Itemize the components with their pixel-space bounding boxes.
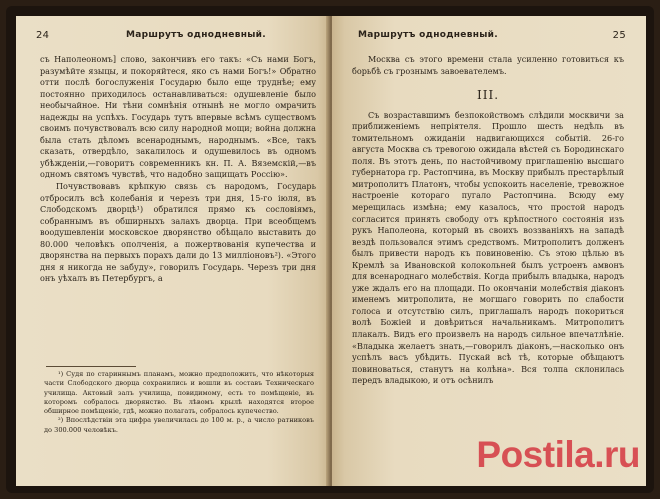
- left-running-title: Маршрутъ однодневный.: [126, 30, 266, 40]
- right-page-number: 25: [612, 30, 626, 41]
- footnote-divider: [46, 366, 136, 367]
- paragraph: съ Наполеономъ] слово, закончивъ его такъ: «Съ нами Богъ, разумѣйте языцы, и покоряйтеся, яко съ нами Богъ!» Обратно отти послѣ богослуженія Государю было еще труднѣе; ему постоянно приходилось останавливаться: одушевленіе было необычайное. Ни тѣни сомнѣнія отнынѣ не могло омрачить надежды на успѣхъ. Государь тутъ впервые всѣмъ существомъ своимъ почувствовалъ всю силу народной мощи; война должна была стать дѣломъ всенароднымъ, народнымъ. «Все, такъ сказать, отвердѣло, закалилось и одушевилось въ одномъ убѣжденіи,—говоритъ современникъ кн. П. А. Вяземскій,—въ одномъ святомъ чувствѣ, что надобно защищать Россію».: [40, 54, 316, 180]
- footnote: ²) Впослѣдствіи эта цифра увеличилась до 100 м. р., а число ратниковъ до 300.000 человѣкъ.: [44, 416, 314, 434]
- right-running-title: Маршрутъ однодневный.: [358, 30, 498, 40]
- open-book: [6, 6, 654, 493]
- paragraph: Москва съ этого времени стала усиленно готовиться къ борьбѣ съ грознымъ завоевателемъ.: [352, 54, 624, 76]
- left-page-number: 24: [36, 30, 50, 41]
- watermark-logo: Postila.ru: [476, 434, 640, 475]
- right-page-header: [352, 30, 626, 46]
- right-page-body: [352, 54, 624, 387]
- left-page: [16, 16, 330, 486]
- paragraph: Почувствовавъ крѣпкую связь съ народомъ, Государь отбросилъ всѣ колебанія и черезъ три дня, 15-го іюля, въ Слободскомъ дворцѣ¹) обратился прямо къ сословіямъ, собраннымъ въ обширныхъ залахъ дворца. При всеобщемъ воодушевленіи московское дворянство обѣщало выставить до 80.000 человѣкъ ополченія, а пожертвованія купечества и дворянства на первыхъ порахъ дали до 13 милліоновъ²). «Этого дня я никогда не забуду», говорилъ Государь. Черезъ три дня онъ уѣхалъ въ Петербургъ, а: [40, 181, 316, 284]
- right-page: [332, 16, 646, 486]
- footnotes: [44, 370, 314, 435]
- footnote: ¹) Судя по стариннымъ планамъ, можно предположить, что нѣкоторыя части Слободского дворца сохранились и вошли въ составъ Техническаго училища. Актовый залъ училища, повидимому, есть то помѣщеніе, въ которомъ собралось дворянство. Въ лѣвомъ крылѣ находятся второе обширное помѣщеніе, гдѣ, можно полагать, собралось купечество.: [44, 370, 314, 416]
- left-page-header: [36, 30, 310, 46]
- paragraph: Съ возраставшимъ безпокойствомъ слѣдили москвичи за приближеніемъ непріятеля. Прошло шесть недѣль въ томительномъ ожиданіи надвигающихся событій. 26-го августа Москва съ тревогою ожидала вѣстей съ Бородинскаго поля. Въ этотъ день, по настойчивому приглашенію высшаго губернатора гр. Растопчина, въ Москву прибылъ престарѣлый митрополитъ Платонъ, чтобы успокоить населеніе, тревожное настроеніе котораго пугало Растопчина. Всюду ему мерещилась измѣна; ему казалось, что простой народъ согласится принять свободу отъ крѣпостного состоянія изъ рукъ Наполеона, который въ своихъ воззваніяхъ на западѣ вездѣ пользовался этимъ средствомъ. Митрополитъ долженъ былъ привести народъ къ повиновенію. Съ этою цѣлью въ Кремлѣ за Ивановской колокольней былъ устроенъ амвонъ для всенароднаго молебствія. Когда прибылъ владыка, народъ уже ждалъ его на площади. По окончаніи молебствія діаконъ именемъ митрополита, не могшаго говорить по слабости голоса и отсутствію силъ, приглашалъ народъ покориться волѣ Божіей и довѣриться начальникамъ. Митрополитъ плакалъ. Видъ его произвелъ на народъ сильное впечатлѣніе. «Владыка желаетъ знать,—говорилъ діаконъ,—насколько онъ успѣлъ васъ убѣдить. Пускай всѣ тѣ, которые обѣщаютъ повиноваться, станутъ на колѣна». Вся толпа склонилась передъ владыкою, и отъ осѣнилъ: [352, 109, 624, 386]
- left-page-body: [40, 54, 316, 285]
- chapter-heading: III.: [476, 88, 500, 103]
